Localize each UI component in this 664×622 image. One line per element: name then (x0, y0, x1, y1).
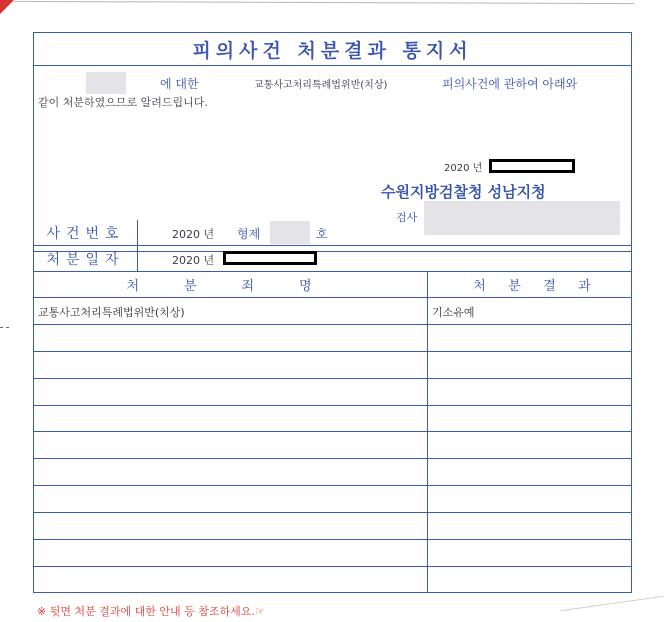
table-row (34, 406, 631, 433)
offense-header (104, 271, 334, 297)
about-text: 에 대한 (160, 77, 199, 91)
scan-edge-line (560, 596, 663, 611)
offense-header-char: 명 (298, 278, 312, 294)
notice-line2: 같이 처분하였으므로 알려드립니다. (38, 96, 208, 109)
result-cell: 기소유예 (432, 306, 475, 319)
result-header (462, 271, 602, 297)
office-name: 수원지방검찰청 성남지청 (381, 183, 546, 201)
notice-date-year: 2020 년 (444, 163, 483, 174)
clause-text: 피의사건에 관하여 아래와 (442, 77, 578, 91)
disposition-date-year: 2020 년 (172, 254, 215, 267)
table-header-row (34, 271, 631, 298)
result-header-char: 처 (473, 278, 486, 294)
redacted-case-number (270, 221, 310, 244)
table-row (34, 352, 631, 379)
result-header-char: 과 (578, 278, 591, 294)
case-number-label: 사건번호 (34, 220, 138, 245)
offense-header-char: 분 (183, 278, 197, 294)
offense-header-char: 처 (126, 278, 140, 294)
table-row (34, 567, 631, 593)
margin-tick (0, 327, 9, 328)
footnote: ※ 뒷면 처분 결과에 대한 안내 등 참조하세요.☞ (37, 605, 265, 618)
offense-cell: 교통사고처리특례법위반(치상) (38, 306, 185, 319)
case-number-year: 2020 년 (172, 228, 215, 241)
title-row (34, 33, 631, 66)
charge-text: 교통사고처리특례법위반(치상) (254, 80, 388, 91)
result-header-char: 분 (508, 278, 521, 294)
prosecutor-label: 검사 (396, 211, 418, 224)
scan-edge-line (14, 1, 634, 4)
disposition-date-label: 처분일자 (34, 246, 138, 271)
disposition-date-row (34, 246, 631, 272)
result-header-char: 결 (543, 278, 556, 294)
column-divider (427, 271, 428, 592)
table-row (34, 433, 631, 460)
table-row (34, 325, 631, 352)
table-row (34, 486, 631, 513)
table-row (34, 298, 631, 325)
case-number-row (34, 220, 631, 246)
table-row (34, 379, 631, 406)
redacted-name (86, 72, 126, 94)
table-row (34, 513, 631, 540)
notice-form (33, 32, 632, 593)
redacted-disposition-date (223, 251, 317, 265)
table-row (34, 540, 631, 567)
page-title: 피의사건 처분결과 통지서 (192, 39, 473, 62)
table-row (34, 459, 631, 486)
case-number-suffix: 호 (316, 227, 328, 241)
case-number-type: 형제 (237, 227, 261, 241)
redacted-date (489, 159, 575, 173)
offense-header-char: 죄 (241, 278, 255, 294)
corner-mark (0, 0, 14, 14)
